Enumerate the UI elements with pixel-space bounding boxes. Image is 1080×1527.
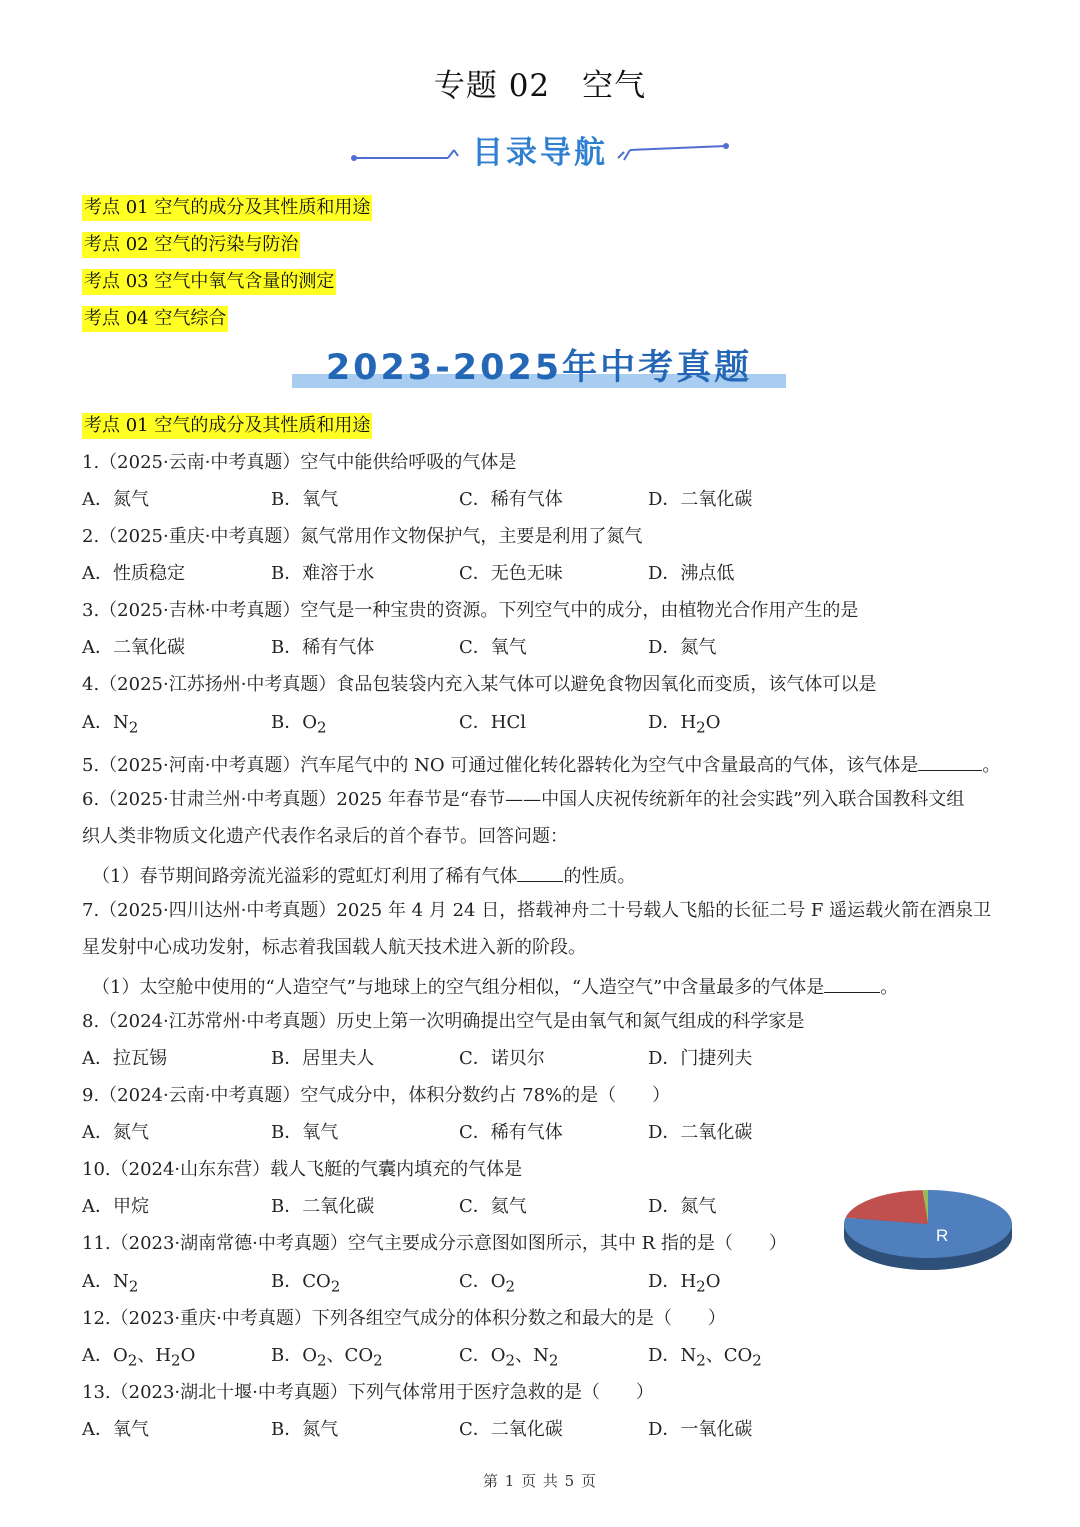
option-b[interactable]: B．氮气: [271, 1419, 339, 1440]
question-9-stem: 9.（2024·云南·中考真题）空气成分中，体积分数约占 78%的是（ ）: [82, 1085, 671, 1106]
page-title: 专题 02 空气: [433, 68, 647, 104]
option-b[interactable]: B．稀有气体: [271, 637, 375, 658]
option-a[interactable]: A．二氧化碳: [82, 637, 185, 658]
option-b[interactable]: B．二氧化碳: [271, 1196, 375, 1217]
question-10-stem: 10.（2024·山东东营）载人飞艇的气囊内填充的气体是: [82, 1159, 523, 1180]
option-d[interactable]: D．二氧化碳: [648, 489, 753, 510]
option-c[interactable]: C．二氧化碳: [459, 1419, 563, 1440]
question-12-stem: 12.（2023·重庆·中考真题）下列各组空气成分的体积分数之和最大的是（ ）: [82, 1308, 726, 1329]
years-banner: [292, 346, 786, 394]
answer-blank[interactable]: [918, 750, 982, 771]
question-2-stem: 2.（2025·重庆·中考真题）氮气常用作文物保护气，主要是利用了氮气: [82, 526, 643, 547]
question-3-stem: 3.（2025·吉林·中考真题）空气是一种宝贵的资源。下列空气中的成分，由植物光合作用产生的是: [82, 600, 859, 621]
option-d[interactable]: D．二氧化碳: [648, 1122, 753, 1143]
question-10-options: [82, 1194, 842, 1220]
question-13-options: [82, 1417, 842, 1443]
question-1-stem: 1.（2025·云南·中考真题）空气中能供给呼吸的气体是: [82, 452, 517, 473]
air-composition-pie-chart: [838, 1180, 1018, 1280]
option-c[interactable]: C．$O_2$: [459, 1271, 516, 1296]
question-2-options: [82, 561, 842, 587]
question-8-options: [82, 1046, 842, 1072]
option-b[interactable]: B．$O_2$、$CO_2$: [271, 1345, 383, 1370]
toc-item-1[interactable]: 考点 01 空气的成分及其性质和用途: [82, 195, 372, 221]
toc-banner: [350, 128, 730, 182]
option-b[interactable]: B．难溶于水: [271, 563, 375, 584]
question-13-stem: 13.（2023·湖北十堰·中考真题）下列气体常用于医疗急救的是（ ）: [82, 1382, 654, 1403]
question-6-stem: 6.（2025·甘肃兰州·中考真题）2025 年春节是“春节——中国人庆祝传统新年的社会实践”列入联合国教科文组: [82, 789, 965, 810]
question-12-options: [82, 1343, 842, 1369]
option-a[interactable]: A．甲烷: [82, 1196, 149, 1217]
question-11-stem: 11.（2023·湖南常德·中考真题）空气主要成分示意图如图所示，其中 R 指的是（ ）: [82, 1233, 787, 1254]
question-7-stem-cont: 星发射中心成功发射，标志着我国载人航天技术进入新的阶段。: [82, 937, 586, 958]
option-b[interactable]: B．$CO_2$: [271, 1271, 341, 1296]
option-a[interactable]: A．氧气: [82, 1419, 149, 1440]
option-d[interactable]: D．$H_2O$: [648, 712, 721, 737]
question-6-sub-1: （1）春节期间路旁流光溢彩的霓虹灯利用了稀有气体 的性质。: [92, 861, 635, 890]
option-a[interactable]: A．拉瓦锡: [82, 1048, 167, 1069]
option-d[interactable]: D．$N_2$、$CO_2$: [648, 1345, 762, 1370]
question-1-options: [82, 487, 842, 513]
question-9-options: [82, 1120, 842, 1146]
option-c[interactable]: C．诺贝尔: [459, 1048, 545, 1069]
question-3-options: [82, 635, 842, 661]
option-c[interactable]: C．$O_2$、$N_2$: [459, 1345, 559, 1370]
answer-blank[interactable]: [824, 972, 880, 993]
answer-blank[interactable]: [517, 861, 563, 882]
question-7-sub-1: （1）太空舱中使用的“人造空气”与地球上的空气组分相似，“人造空气”中含量最多的气体是 。: [92, 972, 898, 1001]
question-4-options: [82, 710, 842, 736]
option-a[interactable]: A．$O_2$、$H_2O$: [82, 1345, 196, 1370]
option-a[interactable]: A．$N_2$: [82, 712, 139, 737]
option-d[interactable]: D．氮气: [648, 1196, 717, 1217]
toc-item-3[interactable]: 考点 03 空气中氧气含量的测定: [82, 269, 336, 295]
section-heading: 考点 01 空气的成分及其性质和用途: [82, 413, 372, 439]
option-c[interactable]: C．无色无味: [459, 563, 563, 584]
option-d[interactable]: D．一氧化碳: [648, 1419, 753, 1440]
option-c[interactable]: C．稀有气体: [459, 1122, 563, 1143]
option-d[interactable]: D．沸点低: [648, 563, 735, 584]
option-c[interactable]: C．氧气: [459, 637, 527, 658]
page-footer: 第 1 页 共 5 页: [483, 1472, 597, 1490]
option-b[interactable]: B．居里夫人: [271, 1048, 375, 1069]
option-a[interactable]: A．氮气: [82, 489, 149, 510]
option-b[interactable]: B．氧气: [271, 1122, 339, 1143]
pie-chart-svg: [838, 1180, 1018, 1280]
option-a[interactable]: A．性质稳定: [82, 563, 185, 584]
option-c[interactable]: C．稀有气体: [459, 489, 563, 510]
option-b[interactable]: B．$O_2$: [271, 712, 327, 737]
option-d[interactable]: D．门捷列夫: [648, 1048, 753, 1069]
pie-label-r: R: [936, 1226, 949, 1245]
toc-item-2[interactable]: 考点 02 空气的污染与防治: [82, 232, 300, 258]
option-b[interactable]: B．氧气: [271, 489, 339, 510]
toc-item-4[interactable]: 考点 04 空气综合: [82, 306, 228, 332]
question-4-stem: 4.（2025·江苏扬州·中考真题）食品包装袋内充入某气体可以避免食物因氧化而变质，该气体可以是: [82, 674, 877, 695]
question-5-stem: 5.（2025·河南·中考真题）汽车尾气中的 NO 可通过催化转化器转化为空气中含量最高的气体，该气体是 。: [82, 750, 1000, 779]
question-8-stem: 8.（2024·江苏常州·中考真题）历史上第一次明确提出空气是由氧气和氮气组成的科学家是: [82, 1011, 805, 1032]
question-11-options: [82, 1269, 842, 1295]
option-a[interactable]: A．$N_2$: [82, 1271, 139, 1296]
question-7-stem: 7.（2025·四川达州·中考真题）2025 年 4 月 24 日，搭载神舟二十号载人飞船的长征二号 F 遥运载火箭在酒泉卫: [82, 900, 992, 921]
toc-banner-title: 目录导航: [472, 135, 608, 171]
option-d[interactable]: D．$H_2O$: [648, 1271, 721, 1296]
option-d[interactable]: D．氮气: [648, 637, 717, 658]
option-c[interactable]: C．氦气: [459, 1196, 527, 1217]
option-a[interactable]: A．氮气: [82, 1122, 149, 1143]
option-c[interactable]: C．HCl: [459, 712, 526, 733]
years-banner-title: 2023-2025年中考真题: [325, 348, 753, 388]
question-6-stem-cont: 织人类非物质文化遗产代表作名录后的首个春节。回答问题：: [82, 826, 568, 847]
